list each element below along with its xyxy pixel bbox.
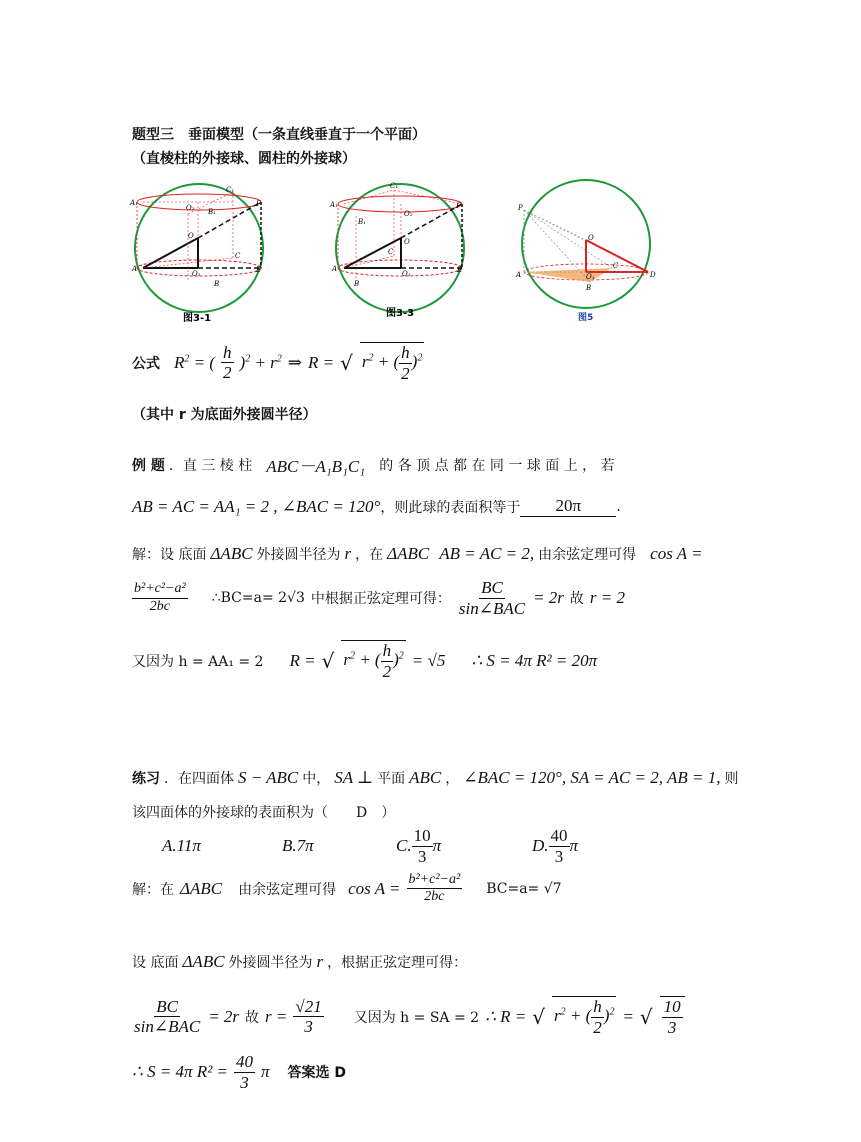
solution2-line-3: $\frac{BC}{\text{sin∠BAC}}$ = 2r 故 r = $\frac{√21}{3}$ 又因为 h = SA = 2 ∴ R = √ $r^2$ + ( $\frac{h}{2}$ )$^2$ = √ $\frac{10}{3}$ (132, 996, 685, 1037)
final-answer: 答案选 D (287, 1065, 347, 1082)
practice-line-1: 练习 ．在四面体 S − ABC 中， SA ⊥ 平面 ABC ， ∠BAC = 120°, SA = AC = 2, AB = 1, 则 (132, 768, 739, 787)
fig2-label-b: B (354, 280, 360, 288)
choice-a: A.11π (162, 836, 201, 856)
solution2-line-1: 解：在 ΔABC 由余弦定理可得 cos A = $\frac{\text{b²+c²−a²}}{2bc}$ BC=a= √7 (132, 872, 562, 905)
fig3-caption: 图5 (578, 313, 594, 323)
fig1-label-c1: C₁ (226, 186, 235, 194)
choice-b: B.7π (282, 836, 314, 856)
practice-line-2: 该四面体的外接球的表面积为（ D ） (132, 805, 396, 821)
example-line-1: 例 题 ．直 三 棱 柱 ABC－A₁B₁C₁ 的 各 顶 点 都 在 同 一 球 面 上 ， 若 (132, 457, 615, 476)
fig1-label-b1: B₁ (208, 208, 216, 216)
fig3-label-d: D (650, 271, 656, 279)
fig2-label-o2: O₂ (404, 210, 413, 218)
fig2-label-a: A (332, 265, 338, 273)
fig3-label-b: B (586, 284, 592, 292)
fig3-label-c: C (613, 262, 619, 270)
formula-label: 公式 (132, 355, 160, 372)
section-subtitle: （直棱柱的外接球、圆柱的外接球） (132, 151, 356, 167)
solution1-line-1: 解：设 底面 ΔABC 外接圆半径为 r ，在 ΔABC AB = AC = 2, 由余弦定理可得 cos A = (132, 544, 703, 563)
fig3-label-o1: O₁ (586, 273, 595, 281)
choice-c: C. $\frac{10}{3}$ π (396, 826, 442, 866)
fig1-label-o: O (188, 232, 194, 240)
fig1-caption: 图3-1 (183, 313, 212, 324)
fig2-label-o1: O₁ (402, 270, 411, 278)
figure-3-3 (326, 176, 476, 326)
formula-line: 公式 $R^2$ = ( $\frac{h}{2}$ )$^2 + r^2$ ⇒ R = √ $r^2$ + ( $\frac{h}{2}$ )$^2$ (132, 342, 423, 383)
formula-note: （其中 r 为底面外接圆半径） (132, 407, 317, 423)
fig1-label-a: A (132, 265, 138, 273)
fig1-label-c: C (235, 252, 241, 260)
fig2-label-o: O (404, 238, 410, 246)
fig2-label-b1: B₁ (358, 218, 366, 226)
choice-d: D. $\frac{40}{3}$ π (532, 826, 579, 866)
solution1-line-3: 又因为 h = AA₁ = 2 R = √ $r^2$ + ( $\frac{h}{2}$ )$^2$ = √5 ∴ S = 4π R² = 20π (132, 641, 598, 681)
section-title: 题型三 垂面模型（一条直线垂直于一个平面） (132, 127, 426, 143)
fig3-label-o: O (588, 234, 594, 242)
fig1-label-b: B (214, 280, 220, 288)
fig3-label-p: P (518, 204, 523, 212)
fig1-label-a1: A₁ (130, 199, 138, 207)
fig2-label-c1: C₁ (390, 182, 399, 190)
fig2-caption: 图3-3 (386, 308, 415, 319)
example-line-2: AB = AC = AA₁ = 2 , ∠BAC = 120° ，则此球的表面积等于 20π . (132, 496, 621, 516)
fig2-label-c: C (388, 248, 394, 256)
fig1-label-o2: O₂ (186, 204, 195, 212)
fig1-label-e: E (256, 266, 262, 274)
example-answer: 20π (520, 496, 616, 517)
fig1-label-o1: O₁ (192, 270, 201, 278)
fig3-label-a: A (516, 271, 522, 279)
fig2-label-f: F (456, 202, 461, 210)
solution1-line-2: $\frac{\text{b²+c²−a²}}{2bc}$ ∴BC=a= 2√3 中根据正弦定理可得： $\frac{BC}{\text{sin∠BAC}}$ = 2r 故 r = 2 (134, 578, 626, 618)
figure-3-1 (128, 178, 273, 328)
solution2-line-4: ∴ S = 4π R² = $\frac{40}{3}$ π 答案选 D (132, 1052, 347, 1092)
fig1-label-f: F (256, 200, 261, 208)
figure-5 (512, 178, 662, 328)
fig2-label-e: E (457, 266, 463, 274)
solution2-line-2: 设 底面 ΔABC 外接圆半径为 r ，根据正弦定理可得： (132, 952, 468, 971)
fig2-label-a1: A₁ (330, 201, 338, 209)
practice-choices (162, 826, 622, 866)
